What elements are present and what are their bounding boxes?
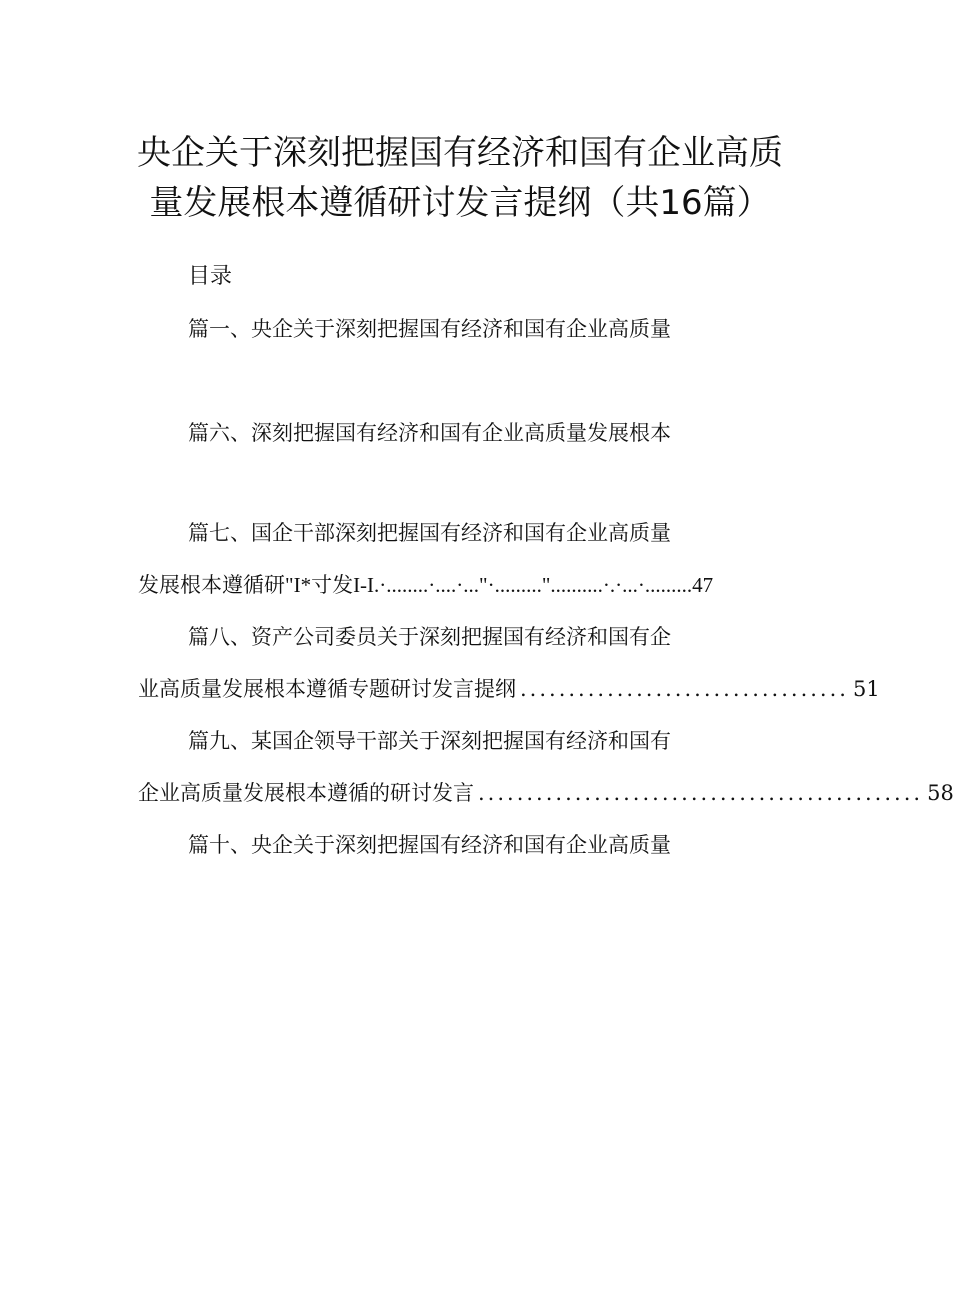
toc-entry-7[interactable]: 篇七、国企干部深刻把握国有经济和国有企业高质量 — [188, 521, 671, 545]
toc-entry-9-continuation[interactable] — [138, 778, 954, 808]
toc-entry-10[interactable]: 篇十、央企关于深刻把握国有经济和国有企业高质量 — [188, 833, 671, 857]
toc-entry-8-continuation[interactable] — [138, 674, 880, 704]
toc-entry-7-cont-text: 发展根本遵循研"I*寸发I-I.·........·....·..."·........."..........·.·...·......... — [138, 573, 693, 597]
toc-entry-8-cont-text: 业高质量发展根本遵循专题研讨发言提纲 — [138, 677, 516, 701]
toc-entry-9-cont-text: 企业高质量发展根本遵循的研讨发言 — [138, 781, 474, 805]
title-line-2: 量发展根本遵循研讨发言提纲（共16篇） — [149, 183, 771, 223]
toc-entry-9-page: 58 — [927, 781, 954, 805]
title-line-1: 央企关于深刻把握国有经济和国有企业高质 — [137, 133, 783, 173]
toc-entry-1[interactable]: 篇一、央企关于深刻把握国有经济和国有企业高质量 — [188, 317, 671, 341]
toc-entry-7-page: 47 — [692, 573, 714, 597]
toc-heading: 目录 — [188, 264, 233, 289]
toc-entry-6[interactable]: 篇六、深刻把握国有经济和国有企业高质量发展根本 — [188, 421, 671, 445]
toc-entry-8-leader: .................................. — [520, 677, 849, 701]
toc-entry-8[interactable]: 篇八、资产公司委员关于深刻把握国有经济和国有企 — [188, 625, 671, 649]
toc-entry-7-continuation[interactable] — [138, 570, 778, 600]
toc-entry-8-page: 51 — [852, 677, 880, 701]
toc-entry-9-leader: .............................................. — [478, 781, 924, 805]
document-title — [120, 128, 800, 228]
toc-entry-9[interactable]: 篇九、某国企领导干部关于深刻把握国有经济和国有 — [188, 729, 671, 753]
